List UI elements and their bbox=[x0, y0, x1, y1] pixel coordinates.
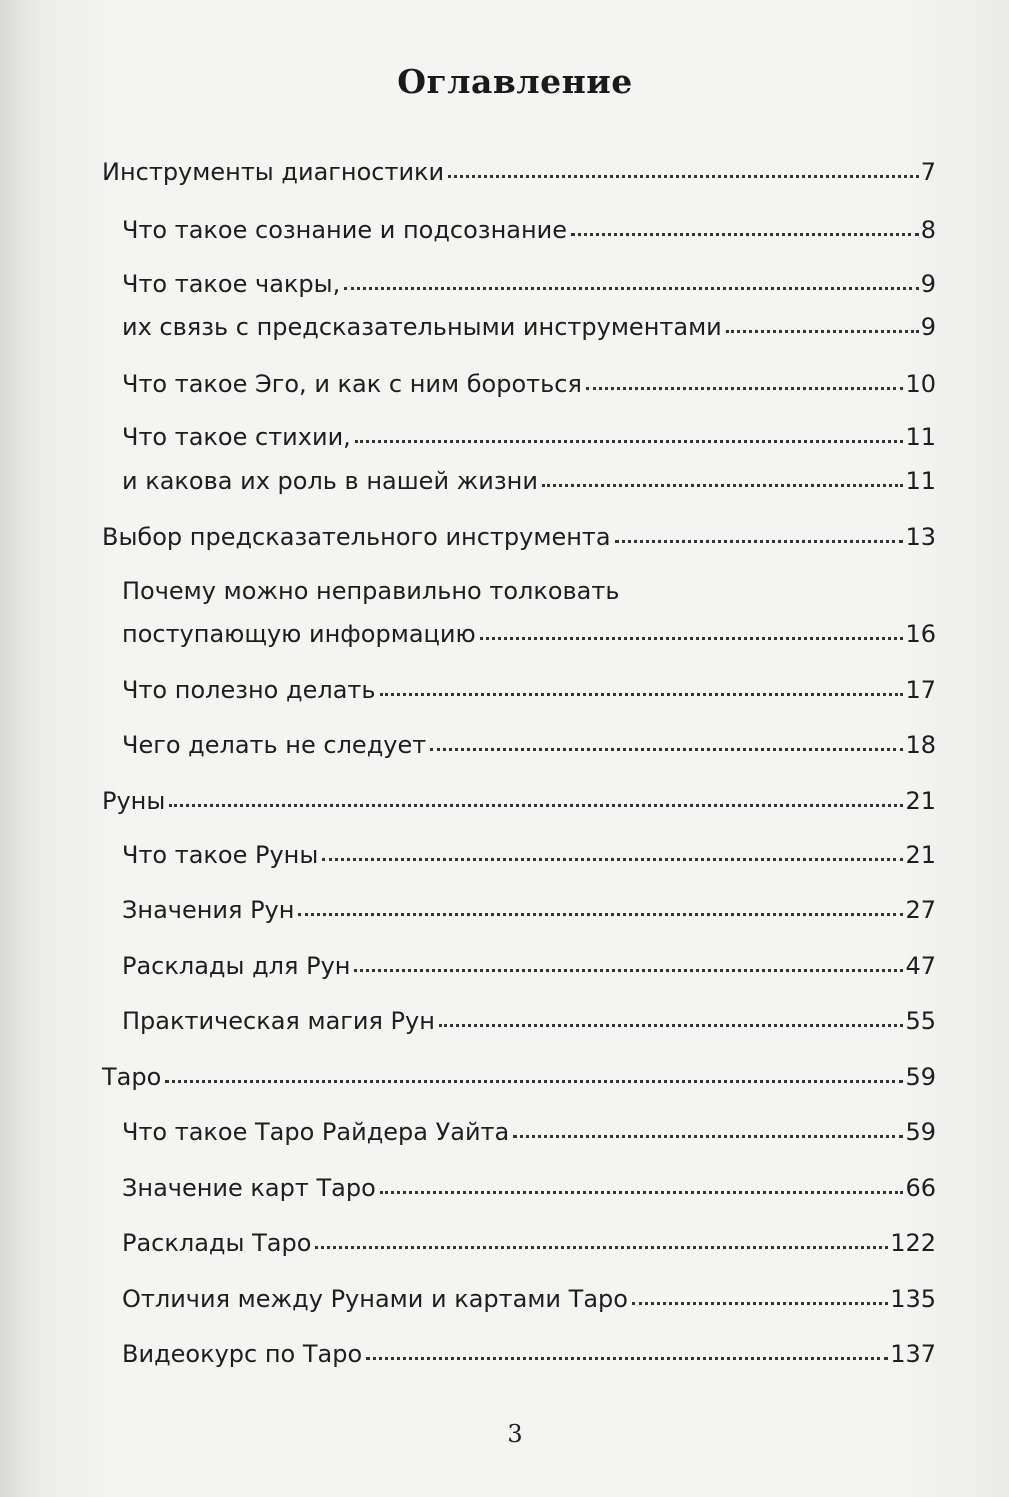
toc-entry[interactable] bbox=[102, 789, 936, 813]
toc-entry-title: Что такое чакры, bbox=[122, 270, 341, 298]
toc-leader-dots bbox=[322, 858, 903, 861]
toc-entry-page: 17 bbox=[905, 676, 936, 704]
toc-leader-dots bbox=[366, 1357, 888, 1360]
toc-entry-page: 55 bbox=[905, 1007, 936, 1035]
toc-entry-title: поступающую информацию bbox=[122, 620, 476, 648]
toc-leader-dots bbox=[165, 1080, 903, 1083]
toc-entry[interactable] bbox=[122, 469, 936, 493]
toc-entry[interactable] bbox=[122, 1009, 936, 1033]
toc-entry-title: Значение карт Таро bbox=[122, 1174, 376, 1202]
toc-entry[interactable] bbox=[122, 733, 936, 757]
toc-entry[interactable] bbox=[122, 372, 936, 396]
toc-entry-title: Что такое Эго, и как с ним бороться bbox=[122, 370, 582, 398]
toc-entry[interactable] bbox=[122, 843, 936, 867]
toc-entry-title: Чего делать не следует bbox=[122, 731, 427, 759]
toc-entry-title: и какова их роль в нашей жизни bbox=[122, 467, 538, 495]
toc-leader-dots bbox=[430, 748, 903, 751]
toc-entry-page: 18 bbox=[905, 731, 936, 759]
page-title: Оглавление bbox=[397, 62, 633, 101]
toc-entry-page: 11 bbox=[905, 467, 936, 495]
toc-entry-title: Что такое Руны bbox=[122, 841, 319, 869]
toc-entry-title: Видеокурс по Таро bbox=[122, 1340, 363, 1368]
toc-entry-page: 135 bbox=[890, 1285, 936, 1313]
toc-leader-dots bbox=[344, 287, 919, 290]
toc-entry[interactable] bbox=[122, 315, 936, 339]
toc-entry-page: 16 bbox=[905, 620, 936, 648]
toc-leader-dots bbox=[542, 484, 904, 487]
toc-entry-title: Таро bbox=[102, 1063, 162, 1091]
toc-entry-page: 11 bbox=[905, 423, 936, 451]
toc-entry-title: Расклады для Рун bbox=[122, 952, 351, 980]
toc-entry-page: 21 bbox=[905, 841, 936, 869]
toc-leader-dots bbox=[298, 913, 903, 916]
toc-leader-dots bbox=[355, 440, 904, 443]
toc-entry-title: Значения Рун bbox=[122, 896, 295, 924]
toc-leader-dots bbox=[354, 969, 903, 972]
toc-leader-dots bbox=[632, 1302, 888, 1305]
toc-entry[interactable] bbox=[122, 1120, 936, 1144]
toc-leader-dots bbox=[169, 804, 903, 807]
toc-entry[interactable] bbox=[122, 218, 936, 242]
toc-leader-dots bbox=[380, 693, 904, 696]
toc-entry-title: Инструменты диагностики bbox=[102, 158, 445, 186]
toc-entry[interactable] bbox=[102, 525, 936, 549]
toc-entry-title: Что такое сознание и подсознание bbox=[122, 216, 568, 244]
toc-entry-page: 21 bbox=[905, 787, 936, 815]
toc-entry-title: их связь с предсказательными инструментами bbox=[122, 313, 722, 341]
toc-entry[interactable] bbox=[122, 1231, 936, 1255]
toc-entry-page: 13 bbox=[905, 523, 936, 551]
toc-entry[interactable] bbox=[102, 1065, 936, 1089]
toc-leader-dots bbox=[571, 233, 919, 236]
toc-leader-dots bbox=[315, 1246, 888, 1249]
toc-entry-page: 59 bbox=[905, 1063, 936, 1091]
toc-entry[interactable] bbox=[102, 160, 936, 184]
toc-entry[interactable] bbox=[122, 678, 936, 702]
toc-entry-title: Отличия между Рунами и картами Таро bbox=[122, 1285, 628, 1313]
toc-entry-title: Практическая магия Рун bbox=[122, 1007, 435, 1035]
toc-entry-page: 66 bbox=[905, 1174, 936, 1202]
toc-entry-page: 122 bbox=[890, 1229, 936, 1257]
toc-entry-page: 10 bbox=[905, 370, 936, 398]
toc-entry-page: 27 bbox=[905, 896, 936, 924]
toc-leader-dots bbox=[439, 1024, 904, 1027]
toc-entry-page: 8 bbox=[920, 216, 936, 244]
toc-entry-title: Что такое Таро Райдера Уайта bbox=[122, 1118, 510, 1146]
toc-entry-title: Расклады Таро bbox=[122, 1229, 312, 1257]
toc-entry[interactable] bbox=[122, 425, 936, 449]
toc-leader-dots bbox=[380, 1191, 904, 1194]
toc-entry[interactable] bbox=[122, 898, 936, 922]
toc-entry[interactable] bbox=[122, 954, 936, 978]
toc-entry[interactable] bbox=[122, 622, 936, 646]
toc-leader-dots bbox=[615, 540, 904, 543]
toc-entry-page: 7 bbox=[920, 158, 936, 186]
page-number: 3 bbox=[507, 1420, 523, 1448]
toc-leader-dots bbox=[448, 175, 919, 178]
toc-leader-dots bbox=[513, 1135, 903, 1138]
toc-entry-page: 9 bbox=[920, 270, 936, 298]
toc-entry-title: Руны bbox=[102, 787, 166, 815]
toc-entry-title: Что полезно делать bbox=[122, 676, 376, 704]
toc-entry-title: Почему можно неправильно толковать bbox=[122, 577, 620, 605]
toc-entry-page: 137 bbox=[890, 1340, 936, 1368]
toc-entry-title: Что такое стихии, bbox=[122, 423, 351, 451]
toc-entry-page: 9 bbox=[920, 313, 936, 341]
toc-leader-dots bbox=[480, 637, 904, 640]
toc-leader-dots bbox=[586, 387, 904, 390]
toc-entry[interactable] bbox=[122, 1176, 936, 1200]
toc-entry[interactable] bbox=[122, 1287, 936, 1311]
toc-entry-title: Выбор предсказательного инструмента bbox=[102, 523, 611, 551]
toc-entry-page: 59 bbox=[905, 1118, 936, 1146]
toc-entry-page: 47 bbox=[905, 952, 936, 980]
toc-entry[interactable] bbox=[122, 272, 936, 296]
toc-leader-dots bbox=[726, 330, 919, 333]
toc-entry[interactable] bbox=[122, 1342, 936, 1366]
